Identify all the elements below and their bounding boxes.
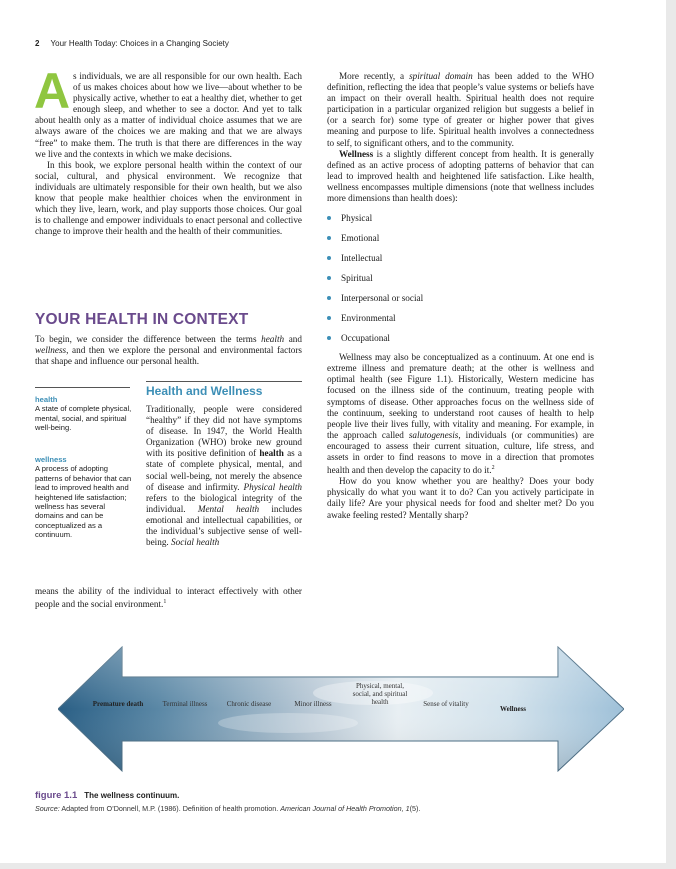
right-column (327, 71, 594, 521)
continuum-label-wellness: Wellness (499, 705, 527, 713)
list-item: Environmental (327, 308, 594, 328)
continuum-label-premature-death: Premature death (92, 700, 144, 708)
health-wellness-continuation: means the ability of the individual to interact effectively with other people and the social environment.$^1$ (35, 586, 302, 610)
spiritual-paragraph: More recently, a spiritual domain has been added to the WHO definition, reflecting the idea that people’s value systems or beliefs have an impact on their overall health. Spiritual health does not require participation in a particular organized religion but suggests a belief in (or a search for) some type of greater or higher power that gives meaning and purpose to life. Spiritual health involves a connectedness to self, to significant others, and to the community. (327, 71, 594, 148)
figure-source: Source: Adapted from O’Donnell, M.P. (1986). Definition of health promotion. American Journal of Health Promotion, 1(5). (35, 804, 421, 813)
list-item: Interpersonal or social (327, 288, 594, 308)
context-paragraph: To begin, we consider the difference between the terms health and wellness, and then we explore the personal and environmental factors that shape and influence our personal health. (35, 334, 302, 367)
glossary-term: wellness (35, 455, 67, 464)
bullet-icon (327, 236, 331, 240)
bullet-icon (327, 276, 331, 280)
intro-text (34, 63, 302, 237)
continuum-label-terminal-illness: Terminal illness (162, 700, 208, 708)
section-heading: YOUR HEALTH IN CONTEXT (35, 311, 249, 328)
wellness-paragraph: Wellness is a slightly different concept from health. It is generally defined as an active process of adopting patterns of behavior that can lead to improved health and heightened life satisfaction. Like health, wellness encompasses multiple dimensions (note that wellness includes more dimensions than health does): (327, 148, 594, 204)
continuum-label-minor-illness: Minor illness (294, 700, 332, 708)
glossary-definition: A state of complete physical, mental, social, and spiritual well-being. (35, 404, 132, 433)
bullet-icon (327, 256, 331, 260)
glossary-entry-wellness (35, 455, 135, 540)
intro-paragraph-1: As individuals, we are all responsible for our own health. Each of us makes choices about how we live—about whether to be physically active, whether to eat a healthy diet, whether to get enough sleep, and whether to see a doctor. And yet to talk about health only as a matter of individual choice assumes that we are always aware of the choices we are making and that we are always “free” to make them. The truth is that there are differences in the way we live and the contexts in which we make decisions. (34, 63, 302, 159)
health-wellness-paragraph: Traditionally, people were considered “healthy” if they did not have symptoms of disease. In 1947, the World Health Organization (WHO) broke new ground with its positive definition of health as a state of complete physical, mental, and social well-being, not merely the absence of disease and infirmity. Physical health refers to the biological integrity of the individual. Mental health includes emotional and intellectual capabilities, or the individual’s subjective sense of well-being. Social health (146, 404, 303, 548)
continuum-paragraph: Wellness may also be conceptualized as a continuum. At one end is extreme illness and premature death; at the other is wellness and optimal health (see Figure 1.1). Historically, Western medicine has focused on the illness side of the continuum, treating people with symptoms of disease. Other approaches focus on the wellness side of the continuum, seeking to understand root causes of health to help people live their lives fully, with vitality and meaning. For example, in the approach called salutogenesis, individuals (or communities) are encouraged to assess their current situation, culture, life stress, and assets in order to find reasons to move in a direction that promotes health and then develop the capacity to do it.$^2$ (327, 352, 594, 476)
continuum-label-sense-of-vitality: Sense of vitality (423, 700, 469, 708)
subheading-rule (146, 381, 302, 382)
list-item: Occupational (327, 328, 594, 348)
figure-title: The wellness continuum. (84, 791, 180, 800)
glossary-term: health (35, 395, 58, 404)
wellness-dimensions-list (327, 208, 594, 348)
continuum-label-chronic-disease: Chronic disease (226, 700, 272, 708)
figure-number: figure 1.1 (35, 790, 78, 801)
bullet-icon (327, 296, 331, 300)
figure-caption (35, 790, 179, 801)
reference-mark: 1 (163, 599, 167, 606)
bullet-icon (327, 216, 331, 220)
intro-paragraph-2: In this book, we explore personal health within the context of our social, cultural, and physical environment. We recognize that individuals are ultimately responsible for their own health, but we also know that people make healthier choices when the environment in which they live, learn, work, and play supports those choices. Our goal is to challenge and empower individuals to enact personal and collective change to improve their health and the health of their communities. (35, 159, 302, 237)
reference-mark: 2 (491, 465, 495, 472)
list-item: Spiritual (327, 268, 594, 288)
list-item: Emotional (327, 228, 594, 248)
subheading: Health and Wellness (146, 384, 263, 398)
wellness-continuum-figure (58, 643, 624, 781)
running-title: Your Health Today: Choices in a Changing Society (50, 39, 229, 48)
continuum-label-holistic-health: Physical, mental, social, and spiritual health (352, 682, 408, 706)
glossary-entry-health (35, 395, 135, 433)
glossary-definition: A process of adopting patterns of behavior that can lead to improved health and heightened life satisfaction; wellness has several domains and can be conceptualized as a continuum. (35, 464, 132, 540)
bullet-icon (327, 316, 331, 320)
glossary-rule (35, 387, 130, 388)
page-number: 2 (35, 39, 40, 48)
running-header (35, 39, 229, 48)
drop-cap: A (34, 63, 71, 119)
list-item: Physical (327, 208, 594, 228)
questions-paragraph: How do you know whether you are healthy? Does your body physically do what you want it to do? Can you actively participate in daily life? Are your physical needs for food and shelter met? Do you awake feeling rested? Mentally sharp? (327, 476, 594, 520)
list-item: Intellectual (327, 248, 594, 268)
bullet-icon (327, 336, 331, 340)
